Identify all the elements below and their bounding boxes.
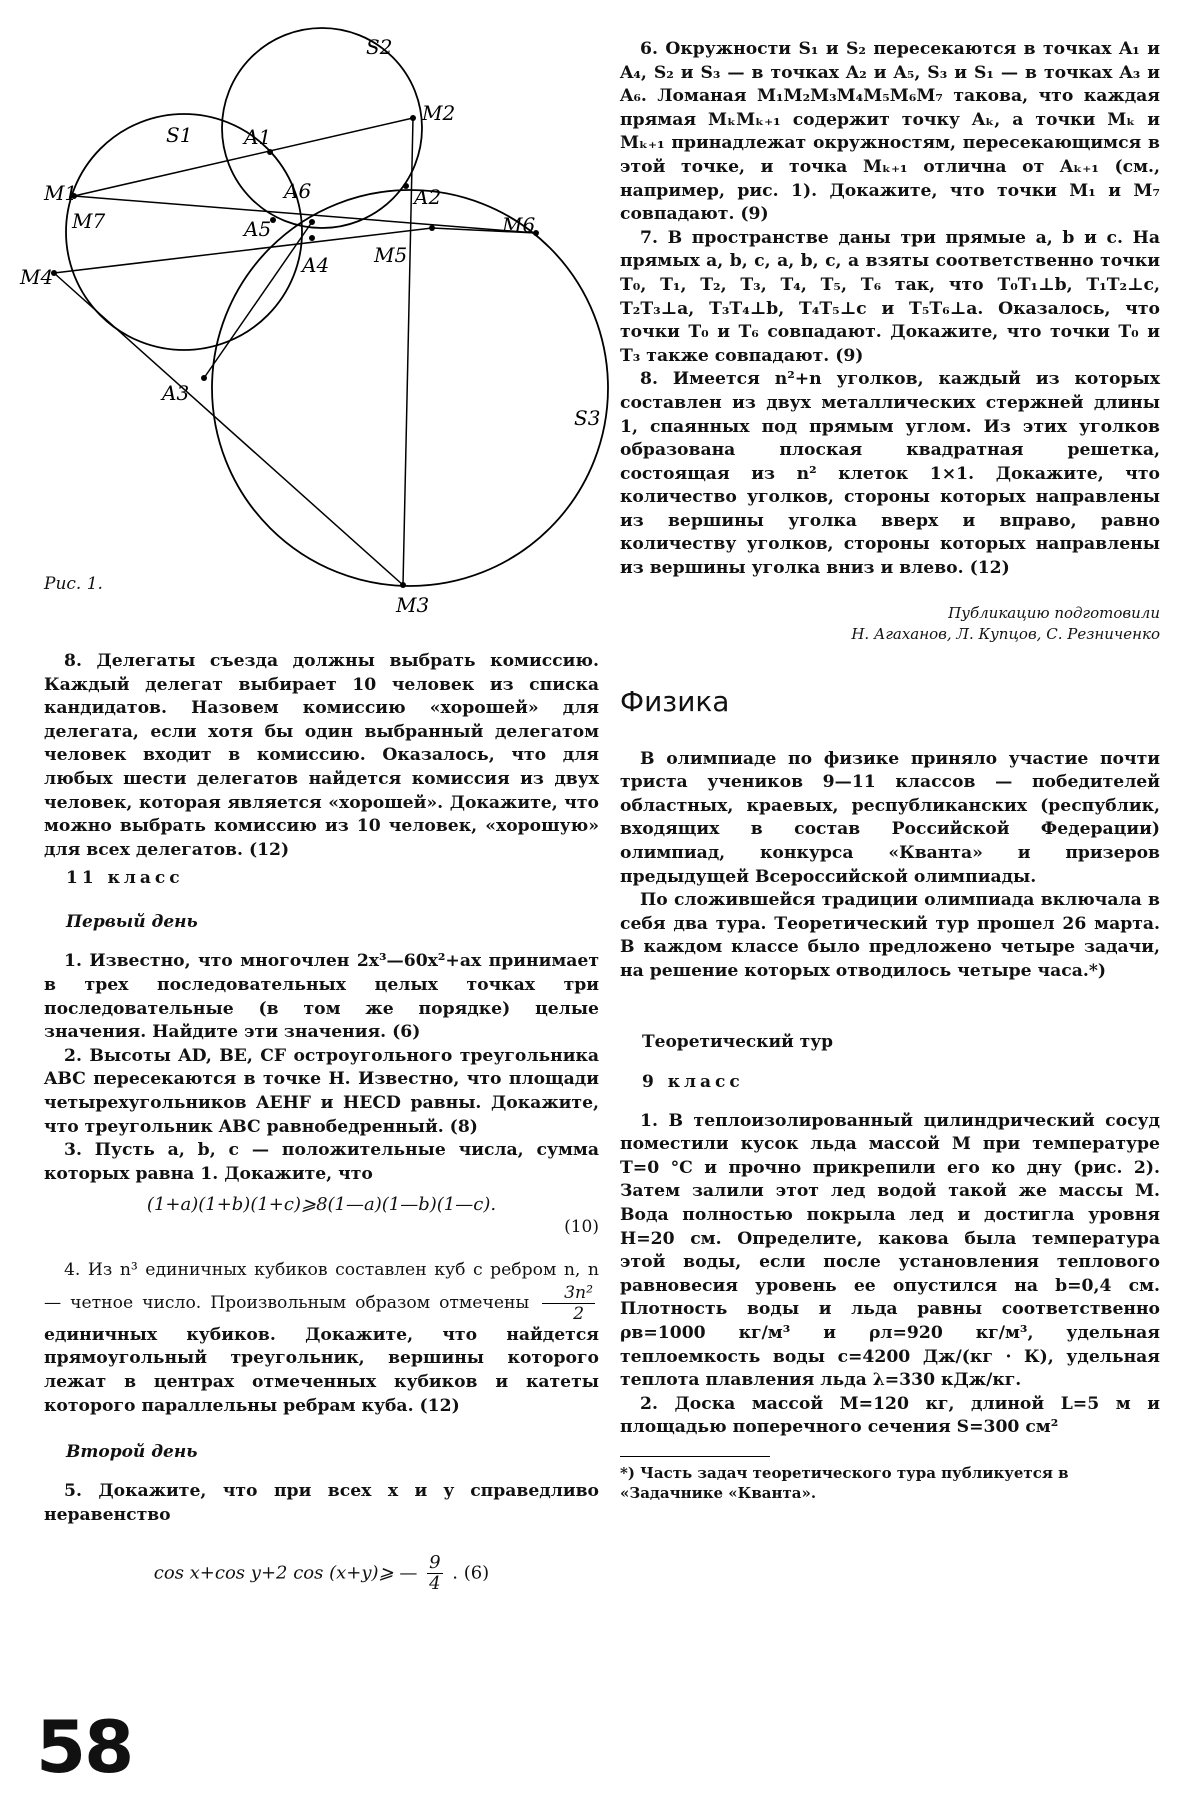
problem-7: 7. В пространстве даны три прямые a, b и c. На прямых a, b, c, a, b, c, a взяты соответственно точки T₀, T₁, T₂, T₃, T₄, T₅, T₆ так, что T₀T₁⊥b, T₁T₂⊥c, T₂T₃⊥a, T₃T₄⊥b, T₄T₅⊥c и T₅T₆⊥a. Оказалось, что точки T₀ и T₆ совпадают. Докажите, что точки T₀ и T₃ также совпадают. (9) <box>620 227 1160 366</box>
label-a4: A4 <box>302 253 330 277</box>
fraction-3n2-over-2 <box>542 1283 595 1324</box>
label-s2: S2 <box>366 35 393 59</box>
problem-8-grade11: 8. Имеется n²+n уголков, каждый из которых составлен из двух металлических стержней длины 1, спаянных под прямым углом. Из этих уголков образована плоская квадратная решетка, состоящая из n² клеток 1×1. Докажите, что количество уголков, стороны которых направлены из вершины уголка вверх и вправо, равно количеству уголков, стороны которых направлены из вершины уголка вниз и влево. (12) <box>620 369 1160 579</box>
figure-caption: Рис. 1. <box>44 574 103 594</box>
problem-4-part2: единичных кубиков. Докажите, что найдется прямоугольный треугольник, вершины которого лежат в центрах отмеченных кубиков и катеты которого параллельны ребрам куба. (12) <box>44 1324 599 1416</box>
problem-2: 2. Высоты AD, BE, CF остроугольного треугольника ABC пересекаются в точке H. Известно, что площади четырехугольников AEHF и HECD равны. Докажите, что треугольник ABC равнобедренный. (8) <box>44 1045 599 1137</box>
page-number: 58 <box>36 1705 133 1789</box>
class-11-heading: 11 класс <box>66 868 184 889</box>
figure-circles <box>20 0 604 625</box>
label-m2: M2 <box>422 101 456 125</box>
fraction-denominator: 4 <box>429 1573 441 1595</box>
class-9-heading: 9 класс <box>642 1071 744 1092</box>
fraction-denominator: 2 <box>573 1303 585 1324</box>
left-text-body <box>44 650 599 1596</box>
section-heading-physics: Физика <box>620 684 730 718</box>
label-s3: S3 <box>574 406 601 430</box>
label-m5: M5 <box>374 243 408 267</box>
footnote: *) Часть задач теоретического тура публикуется в «Задачнике «Кванта». <box>620 1463 1069 1502</box>
label-m4: M4 <box>20 265 54 289</box>
problem-5-points: . (6) <box>452 1562 490 1584</box>
problem-5-formula <box>44 1553 599 1594</box>
problem-1: 1. Известно, что многочлен 2x³—60x²+ax принимает в трех последовательных целых точках три последовательные (в том же порядке) целые значения. Найдите эти значения. (6) <box>44 951 599 1043</box>
footnote-divider <box>620 1456 770 1457</box>
left-column <box>20 0 601 1807</box>
problem-6: 6. Окружности S₁ и S₂ пересекаются в точках A₁ и A₄, S₂ и S₃ — в точках A₂ и A₅, S₃ и S₁ — в точках A₃ и A₆. Ломаная M₁M₂M₃M₄M₅M₆M₇ такова, что каждая прямая MₖMₖ₊₁ содержит точку Aₖ, а точки Mₖ и Mₖ₊₁ принадлежат окружностям, пересекающимся в этой точке, и точка Mₖ₊₁ отлична от Aₖ₊₁ (см., например, рис. 1). Докажите, что точки M₁ и M₇ совпадают. (9) <box>620 39 1160 225</box>
label-m6: M6 <box>502 213 536 237</box>
problem-8-grade10: 8. Делегаты съезда должны выбрать комиссию. Каждый делегат выбирает 10 человек из списка кандидатов. Назовем комиссию «хорошей» для делегата, если хотя бы один выбранный делегатом человек входит в комиссию. Оказалось, что для любых шести делегатов найдется комиссия из двух человек, которая является «хорошей». Докажите, что можно выбрать комиссию из 10 человек, «хорошую» для всех делегатов. (12) <box>44 651 599 860</box>
label-a5: A5 <box>244 217 272 241</box>
problem-4 <box>44 1259 599 1418</box>
label-s1: S1 <box>166 123 193 147</box>
label-a2: A2 <box>414 185 442 209</box>
credits-line-2: Н. Агаханов, Л. Купцов, С. Резниченко <box>851 624 1160 643</box>
problem-4-part1: 4. Из n³ единичных кубиков составлен куб с ребром n, n — четное число. Произвольным образом отмечены <box>44 1260 599 1313</box>
fraction-numerator: 9 <box>429 1552 441 1574</box>
label-m3: M3 <box>396 593 430 617</box>
problem-3: 3. Пусть a, b, c — положительные числа, сумма которых равна 1. Докажите, что <box>44 1140 599 1184</box>
problem-3-formula: (1+a)(1+b)(1+c)⩾8(1—a)(1—b)(1—c). <box>146 1194 497 1216</box>
physics-problem-2: 2. Доска массой M=120 кг, длиной L=5 м и площадью поперечного сечения S=300 см² <box>620 1393 1160 1438</box>
physics-intro-2: По сложившейся традиции олимпиада включала в себя два тура. Теоретический тур прошел 26 марта. В каждом классе было предложено четыре задачи, на решение которых отводилось четыре часа.*) <box>620 890 1160 981</box>
problem-3-points: (10) <box>564 1217 599 1238</box>
label-a6: A6 <box>284 179 312 203</box>
fraction-numerator: 3n² <box>542 1283 595 1304</box>
label-m1: M1 <box>44 181 78 205</box>
problem-5: 5. Докажите, что при всех x и y справедливо неравенство <box>44 1481 599 1525</box>
physics-problem-1: 1. В теплоизолированный цилиндрический сосуд поместили кусок льда массой M при температуре T=0 °C и прочно прикрепили его ко дну (рис. 2). Затем залили этот лед водой такой же массы M. Вода полностью покрыла лед и достигла уровня H=20 см. Определите, какова была температура этой воды, если после установления теплового равновесия уровень ее опустился на b=0,4 см. Плотность воды и льда равны соответственно ρв=1000 кг/м³ и ρл=920 кг/м³, удельная теплоемкость воды c=4200 Дж/(кг · К), удельная теплота плавления льда λ=330 кДж/кг. <box>620 1110 1160 1391</box>
theory-round-heading: Теоретический тур <box>642 1031 833 1052</box>
physics-intro-1: В олимпиаде по физике приняло участие почти триста учеников 9—11 классов — победителей областных, краевых, республиканских (республик, входящих в состав Российской Федерации) олимпиад, конкурса «Кванта» и призеров предыдущей Всероссийской олимпиады. <box>620 748 1160 887</box>
day1-heading: Первый день <box>66 912 198 933</box>
right-column <box>620 38 1160 1503</box>
label-a1: A1 <box>244 125 272 149</box>
credits-line-1: Публикацию подготовили <box>948 603 1160 622</box>
problem-5-lhs: cos x+cos y+2 cos (x+y)⩾ — <box>153 1562 418 1584</box>
label-a3: A3 <box>162 381 190 405</box>
label-m7: M7 <box>72 209 106 233</box>
day2-heading: Второй день <box>66 1442 198 1463</box>
fraction-9-over-4 <box>427 1553 442 1594</box>
